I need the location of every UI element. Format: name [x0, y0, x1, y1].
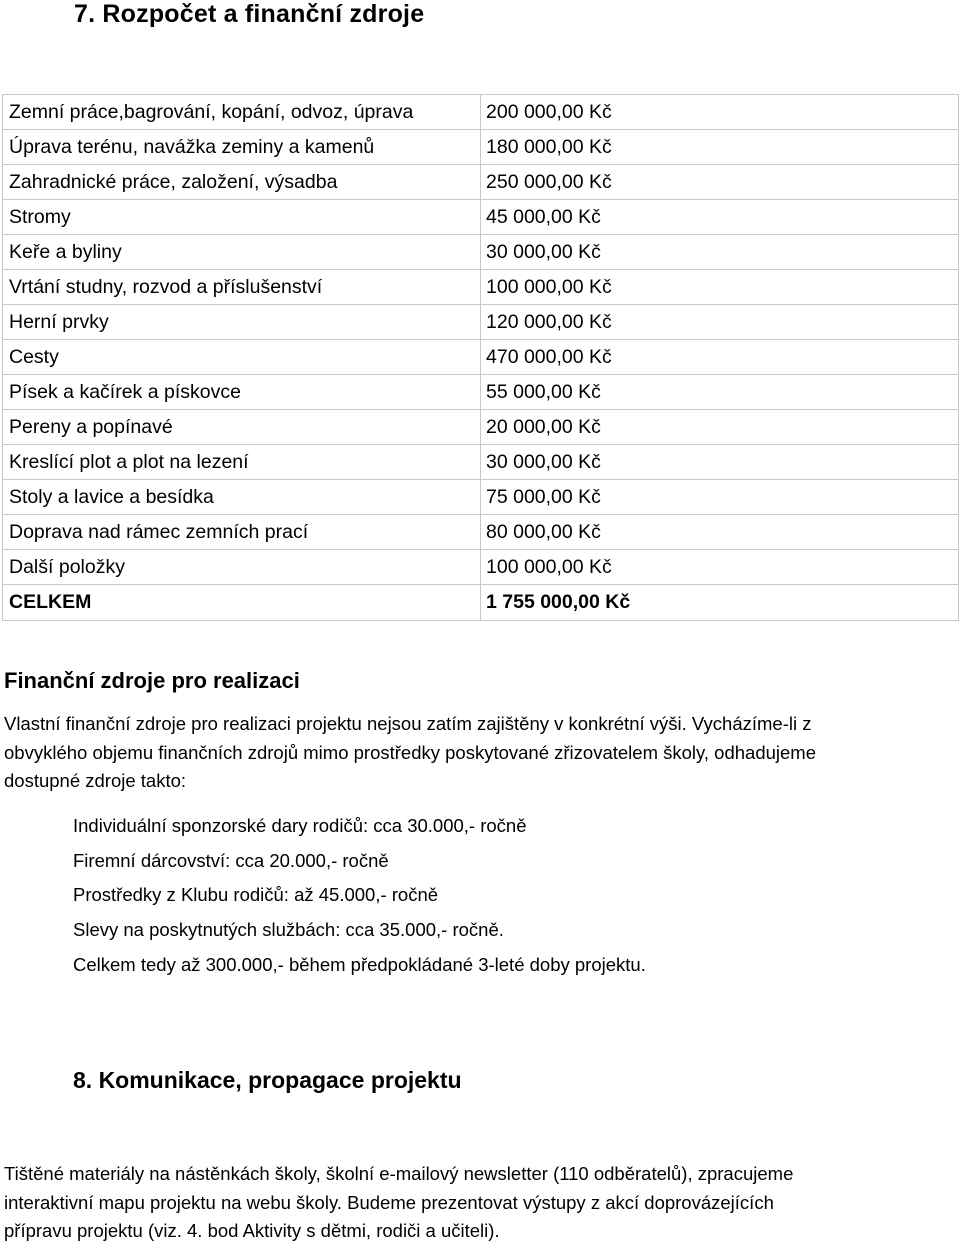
list-item: Individuální sponzorské dary rodičů: cca 30.000,- ročně — [73, 815, 527, 836]
budget-amount: 30 000,00 Kč — [481, 235, 959, 270]
list-item: Slevy na poskytnutých službách: cca 35.000,- ročně. — [73, 919, 504, 941]
funding-heading: Finanční zdroje pro realizaci — [4, 668, 300, 693]
table-row — [3, 95, 959, 130]
budget-amount: 200 000,00 Kč — [481, 95, 959, 130]
section-7-heading: 7. Rozpočet a finanční zdroje — [74, 0, 425, 28]
budget-amount: 100 000,00 Kč — [481, 550, 959, 585]
budget-item: Keře a byliny — [3, 235, 481, 270]
table-row — [3, 200, 959, 235]
budget-amount: 470 000,00 Kč — [481, 340, 959, 375]
table-row — [3, 305, 959, 340]
budget-amount: 100 000,00 Kč — [481, 270, 959, 305]
paragraph-line: Tištěné materiály na nástěnkách školy, školní e-mailový newsletter (110 odběratelů), zpracujeme — [4, 1163, 794, 1184]
budget-item: Písek a kačírek a pískovce — [3, 375, 481, 410]
budget-amount: 250 000,00 Kč — [481, 165, 959, 200]
budget-item: Stromy — [3, 200, 481, 235]
budget-amount: 120 000,00 Kč — [481, 305, 959, 340]
budget-item: Zahradnické práce, založení, výsadba — [3, 165, 481, 200]
budget-item: Pereny a popínavé — [3, 410, 481, 445]
budget-item: Vrtání studny, rozvod a příslušenství — [3, 270, 481, 305]
table-row — [3, 445, 959, 480]
budget-item: Herní prvky — [3, 305, 481, 340]
communication-paragraph — [4, 1160, 793, 1246]
table-row — [3, 550, 959, 585]
table-row — [3, 235, 959, 270]
budget-item: Stoly a lavice a besídka — [3, 480, 481, 515]
table-row — [3, 375, 959, 410]
list-item: Prostředky z Klubu rodičů: až 45.000,- ročně — [73, 884, 439, 906]
budget-amount: 45 000,00 Kč — [481, 200, 959, 235]
budget-item: Cesty — [3, 340, 481, 375]
list-item: Firemní dárcovství: cca 20.000,- ročně — [73, 849, 389, 871]
table-row — [3, 165, 959, 200]
budget-amount: 20 000,00 Kč — [481, 410, 959, 445]
paragraph-line: Vlastní finanční zdroje pro realizaci projektu nejsou zatím zajištěny v konkrétní výši. Vycházíme-li z — [4, 713, 812, 734]
budget-item: Úprava terénu, navážka zeminy a kamenů — [3, 130, 481, 165]
budget-item: Další položky — [3, 550, 481, 585]
total-amount: 1 755 000,00 Kč — [481, 585, 959, 621]
total-label: CELKEM — [3, 585, 481, 621]
budget-amount: 80 000,00 Kč — [481, 515, 959, 550]
budget-amount: 180 000,00 Kč — [481, 130, 959, 165]
list-item: Celkem tedy až 300.000,- během předpokládané 3-leté doby projektu. — [73, 953, 646, 975]
budget-amount: 30 000,00 Kč — [481, 445, 959, 480]
budget-amount: 55 000,00 Kč — [481, 375, 959, 410]
paragraph-line: dostupné zdroje takto: — [4, 770, 187, 791]
table-row — [3, 130, 959, 165]
paragraph-line: přípravu projektu (viz. 4. bod Aktivity s dětmi, rodiči a učiteli). — [4, 1220, 500, 1241]
table-row — [3, 410, 959, 445]
budget-item: Kreslící plot a plot na lezení — [3, 445, 481, 480]
table-row — [3, 480, 959, 515]
section-8-heading: 8. Komunikace, propagace projektu — [73, 1067, 462, 1093]
budget-item: Doprava nad rámec zemních prací — [3, 515, 481, 550]
paragraph-line: obvyklého objemu finančních zdrojů mimo prostředky poskytované zřizovatelem školy, odhadujeme — [4, 741, 817, 763]
total-row — [3, 585, 959, 621]
budget-amount: 75 000,00 Kč — [481, 480, 959, 515]
paragraph-line: interaktivní mapu projektu na webu školy. Budeme prezentovat výstupy z akcí doprovázejících — [4, 1191, 774, 1213]
funding-sources-list — [73, 811, 646, 984]
budget-item: Zemní práce,bagrování, kopání, odvoz, úprava — [3, 95, 481, 130]
table-row — [3, 515, 959, 550]
funding-paragraph — [4, 710, 816, 796]
table-row — [3, 340, 959, 375]
table-row — [3, 270, 959, 305]
budget-table — [2, 94, 959, 621]
